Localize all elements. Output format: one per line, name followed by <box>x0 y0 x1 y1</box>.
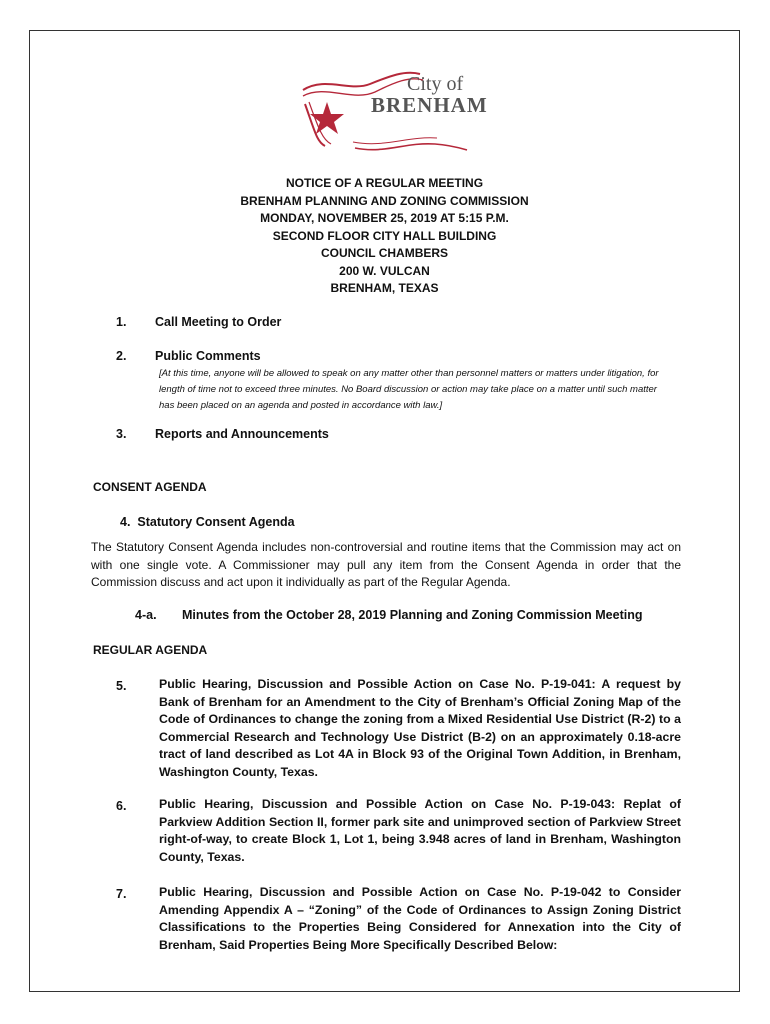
city-logo <box>295 62 488 162</box>
item-number: 1. <box>116 315 127 329</box>
agenda-item-text: Public Hearing, Discussion and Possible Action on Case No. P-19-042 to Consider Amending Appendix A – “Zoning” of the Code of Ordinances to Assign Zoning District Classifications to the Properties Being Considered for Annexation into the City of Brenham, Said Properties Being More Specifically Described Below: <box>159 885 681 952</box>
header-line: BRENHAM PLANNING AND ZONING COMMISSION <box>240 193 529 208</box>
svg-text:City of: City of <box>407 73 464 95</box>
header-line: 200 W. VULCAN <box>339 263 430 278</box>
item-number: 3. <box>116 427 127 441</box>
texas-flag-icon <box>295 62 488 162</box>
svg-text:BRENHAM: BRENHAM <box>371 93 488 117</box>
item-number: 7. <box>116 887 127 901</box>
item-number: 2. <box>116 349 127 363</box>
consent-paragraph: The Statutory Consent Agenda includes non-controversial and routine items that the Commission may act on with one single vote. A Commissioner may pull any item from the Consent Agenda in order that the Commission discuss and act upon it individually as part of the Regular Agenda. <box>91 540 681 589</box>
item-number: 6. <box>116 799 127 813</box>
header-line: MONDAY, NOVEMBER 25, 2019 AT 5:15 P.M. <box>260 211 509 225</box>
consent-agenda-heading: CONSENT AGENDA <box>93 480 207 494</box>
public-comments-note: [At this time, anyone will be allowed to speak on any matter other than personnel matters or matters under litigation, for length of time not to exceed three minutes. No Board discussion or action may take place on a matter until such matter has been placed on an agenda and posted in accordance with law.] <box>159 368 659 411</box>
agenda-item-text: Public Hearing, Discussion and Possible Action on Case No. P-19-041: A request by Bank of Brenham for an Amendment to the City of Brenham’s Official Zoning Map of the Code of Ordinances to change the zoning from a Mixed Residential Use District (R-2) to a Commercial Research and Technology Use District (B-2) on an approximately 0.18-acre tract of land described as Lot 4A in Block 93 of the Original Town Addition, in Brenham, Washington County, Texas. <box>159 677 681 779</box>
header-line: BRENHAM, TEXAS <box>330 281 439 295</box>
item-title: Reports and Announcements <box>155 427 329 441</box>
header-line: NOTICE OF A REGULAR MEETING <box>285 176 484 190</box>
consent-subheading: 4. Statutory Consent Agenda <box>120 515 295 529</box>
item-title: Public Comments <box>155 349 261 363</box>
item-number: 5. <box>116 679 127 693</box>
header-line: SECOND FLOOR CITY HALL BUILDING <box>272 228 497 243</box>
sub-item-title: Minutes from the October 28, 2019 Planning and Zoning Commission Meeting <box>182 608 643 622</box>
meeting-notice-header <box>29 175 740 298</box>
sub-item-number: 4-a. <box>135 608 157 622</box>
regular-agenda-heading: REGULAR AGENDA <box>93 643 208 657</box>
agenda-item-text: Public Hearing, Discussion and Possible Action on Case No. P-19-043: Replat of Parkview Addition Section II, former park site and unimproved section of Parkview Street right-of-way, to create Block 1, Lot 1, being 3.948 acres of land in Brenham, Washington County, Texas. <box>159 797 681 864</box>
header-line: COUNCIL CHAMBERS <box>320 246 449 260</box>
item-title: Call Meeting to Order <box>155 315 282 329</box>
